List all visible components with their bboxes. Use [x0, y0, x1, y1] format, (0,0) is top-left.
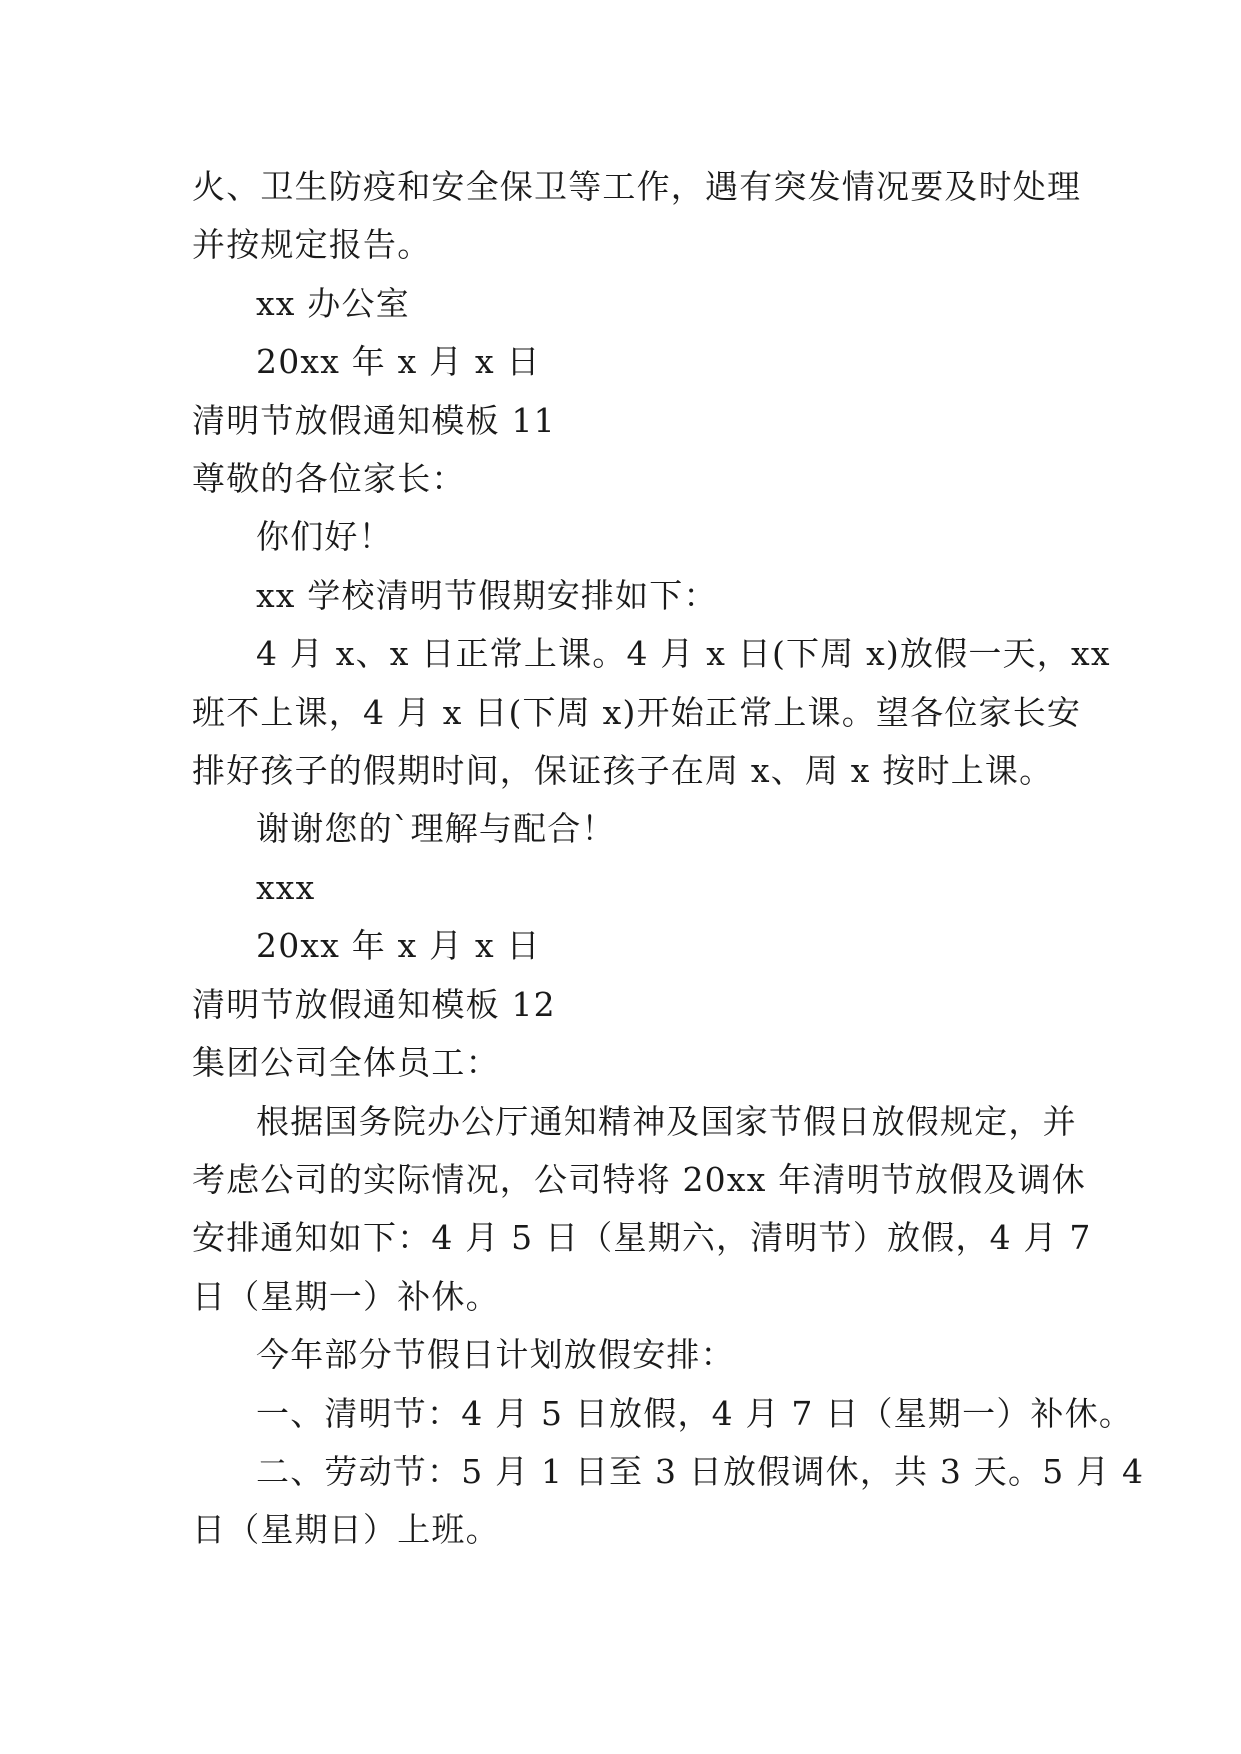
text-line: 并按规定报告。: [192, 225, 432, 265]
text-line: 日（星期日）上班。: [192, 1510, 500, 1550]
greeting: 你们好！: [256, 517, 393, 557]
salutation: 集团公司全体员工：: [192, 1043, 500, 1083]
signature-office: xx 办公室: [256, 283, 410, 323]
text-line: 今年部分节假日计划放假安排：: [256, 1335, 735, 1375]
signature-date: 20xx 年 x 月 x 日: [256, 926, 541, 966]
section-title: 清明节放假通知模板 12: [192, 984, 556, 1024]
text-line: 根据国务院办公厅通知精神及国家节假日放假规定，并: [256, 1101, 1077, 1141]
text-line: 日（星期一）补休。: [192, 1276, 500, 1316]
text-line: 排好孩子的假期时间，保证孩子在周 x、周 x 按时上课。: [192, 751, 1054, 791]
signature-name: xxx: [256, 867, 316, 907]
signature-date: 20xx 年 x 月 x 日: [256, 342, 541, 382]
text-line: xx 学校清明节假期安排如下：: [256, 575, 718, 615]
list-item: 一、清明节：4 月 5 日放假，4 月 7 日（星期一）补休。: [256, 1393, 1134, 1433]
text-line: 考虑公司的实际情况，公司特将 20xx 年清明节放假及调休: [192, 1159, 1086, 1199]
salutation: 尊敬的各位家长：: [192, 459, 466, 499]
text-line: 班不上课，4 月 x 日(下周 x)开始正常上课。望各位家长安: [192, 692, 1082, 732]
section-title: 清明节放假通知模板 11: [192, 400, 556, 440]
text-line: 4 月 x、x 日正常上课。4 月 x 日(下周 x)放假一天，xx: [256, 634, 1111, 674]
document-body: [192, 158, 1145, 1560]
text-line: 安排通知如下：4 月 5 日（星期六，清明节）放假，4 月 7: [192, 1218, 1092, 1258]
closing-line: 谢谢您的`理解与配合！: [256, 809, 616, 849]
text-line: 火、卫生防疫和安全保卫等工作，遇有突发情况要及时处理: [192, 167, 1082, 206]
list-item: 二、劳动节：5 月 1 日至 3 日放假调休，共 3 天。5 月 4: [256, 1451, 1145, 1491]
